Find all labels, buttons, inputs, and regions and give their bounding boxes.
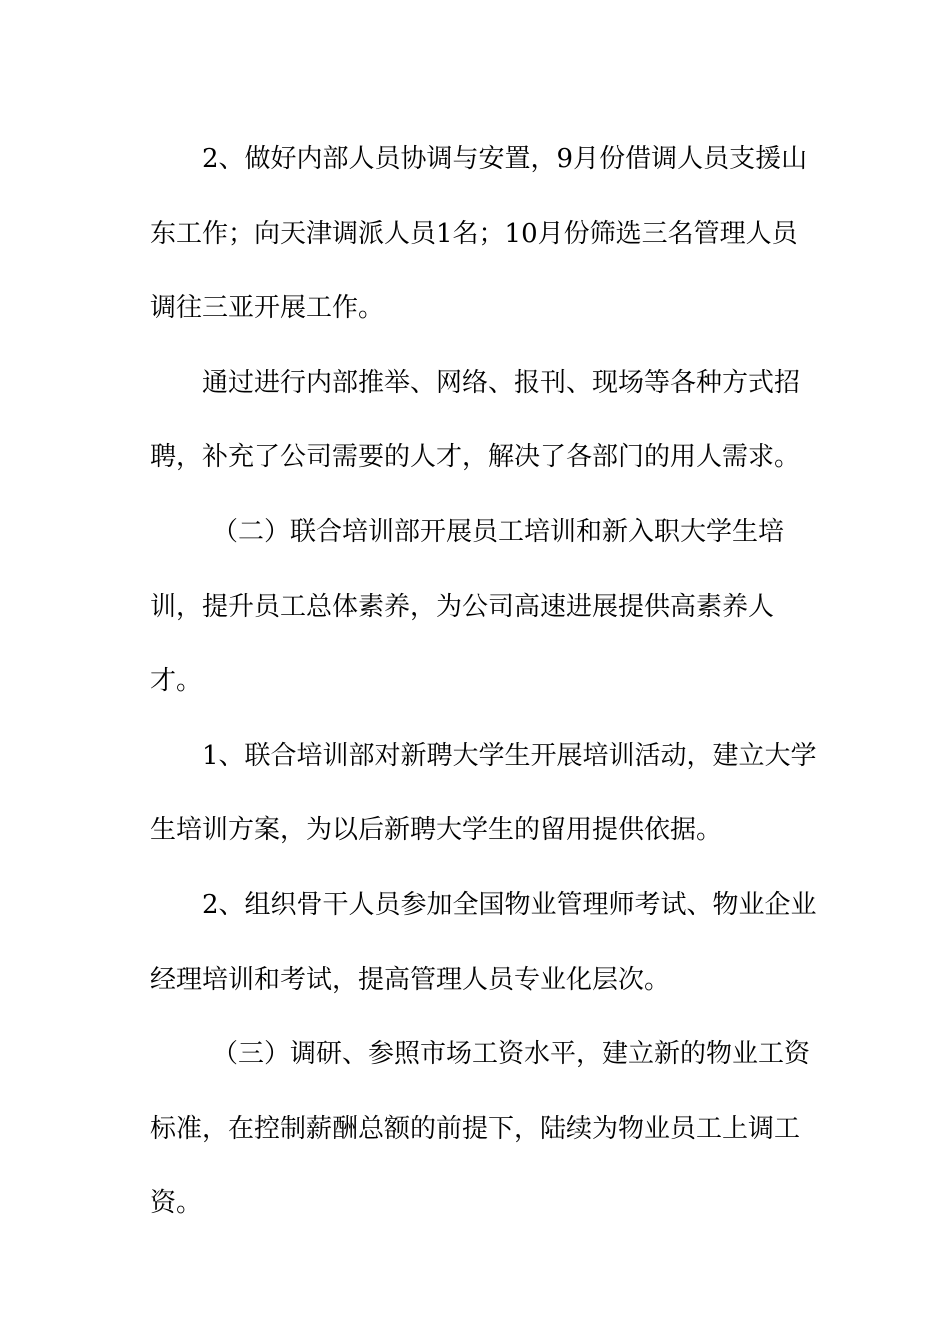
text-line: 通过进行内部推举、网络、报刊、现场等各种方式招 xyxy=(202,367,801,398)
text-line: 经理培训和考试，提高管理人员专业化层次。 xyxy=(150,964,671,995)
text-line: 生培训方案，为以后新聘大学生的留用提供依据。 xyxy=(150,815,723,846)
text-line: 调往三亚开展工作。 xyxy=(150,293,385,324)
section-heading: （三）调研、参照市场工资水平，建立新的物业工资 xyxy=(212,1039,811,1070)
text-line: 聘，补充了公司需要的人才，解决了各部门的用人需求。 xyxy=(150,442,801,473)
section-heading: （二）联合培训部开展员工培训和新入职大学生培 xyxy=(212,516,785,547)
text-line: 1、联合培训部对新聘大学生开展培训活动，建立大学 xyxy=(202,740,817,771)
text-line: 东工作；向天津调派人员1名；10月份筛选三名管理人员 xyxy=(150,218,798,249)
document-body xyxy=(150,122,817,1241)
section-heading-continued: 训，提升员工总体素养，为公司高速进展提供高素养人 xyxy=(150,591,775,622)
section-heading-continued: 资。 xyxy=(150,1188,203,1219)
text-line: 2、做好内部人员协调与安置，9月份借调人员支援山 xyxy=(202,144,808,174)
text-line: 2、组织骨干人员参加全国物业管理师考试、物业企业 xyxy=(202,889,817,920)
section-heading-continued: 标准，在控制薪酬总额的前提下，陆续为物业员工上调工 xyxy=(150,1113,801,1144)
section-heading-continued: 才。 xyxy=(150,666,203,697)
